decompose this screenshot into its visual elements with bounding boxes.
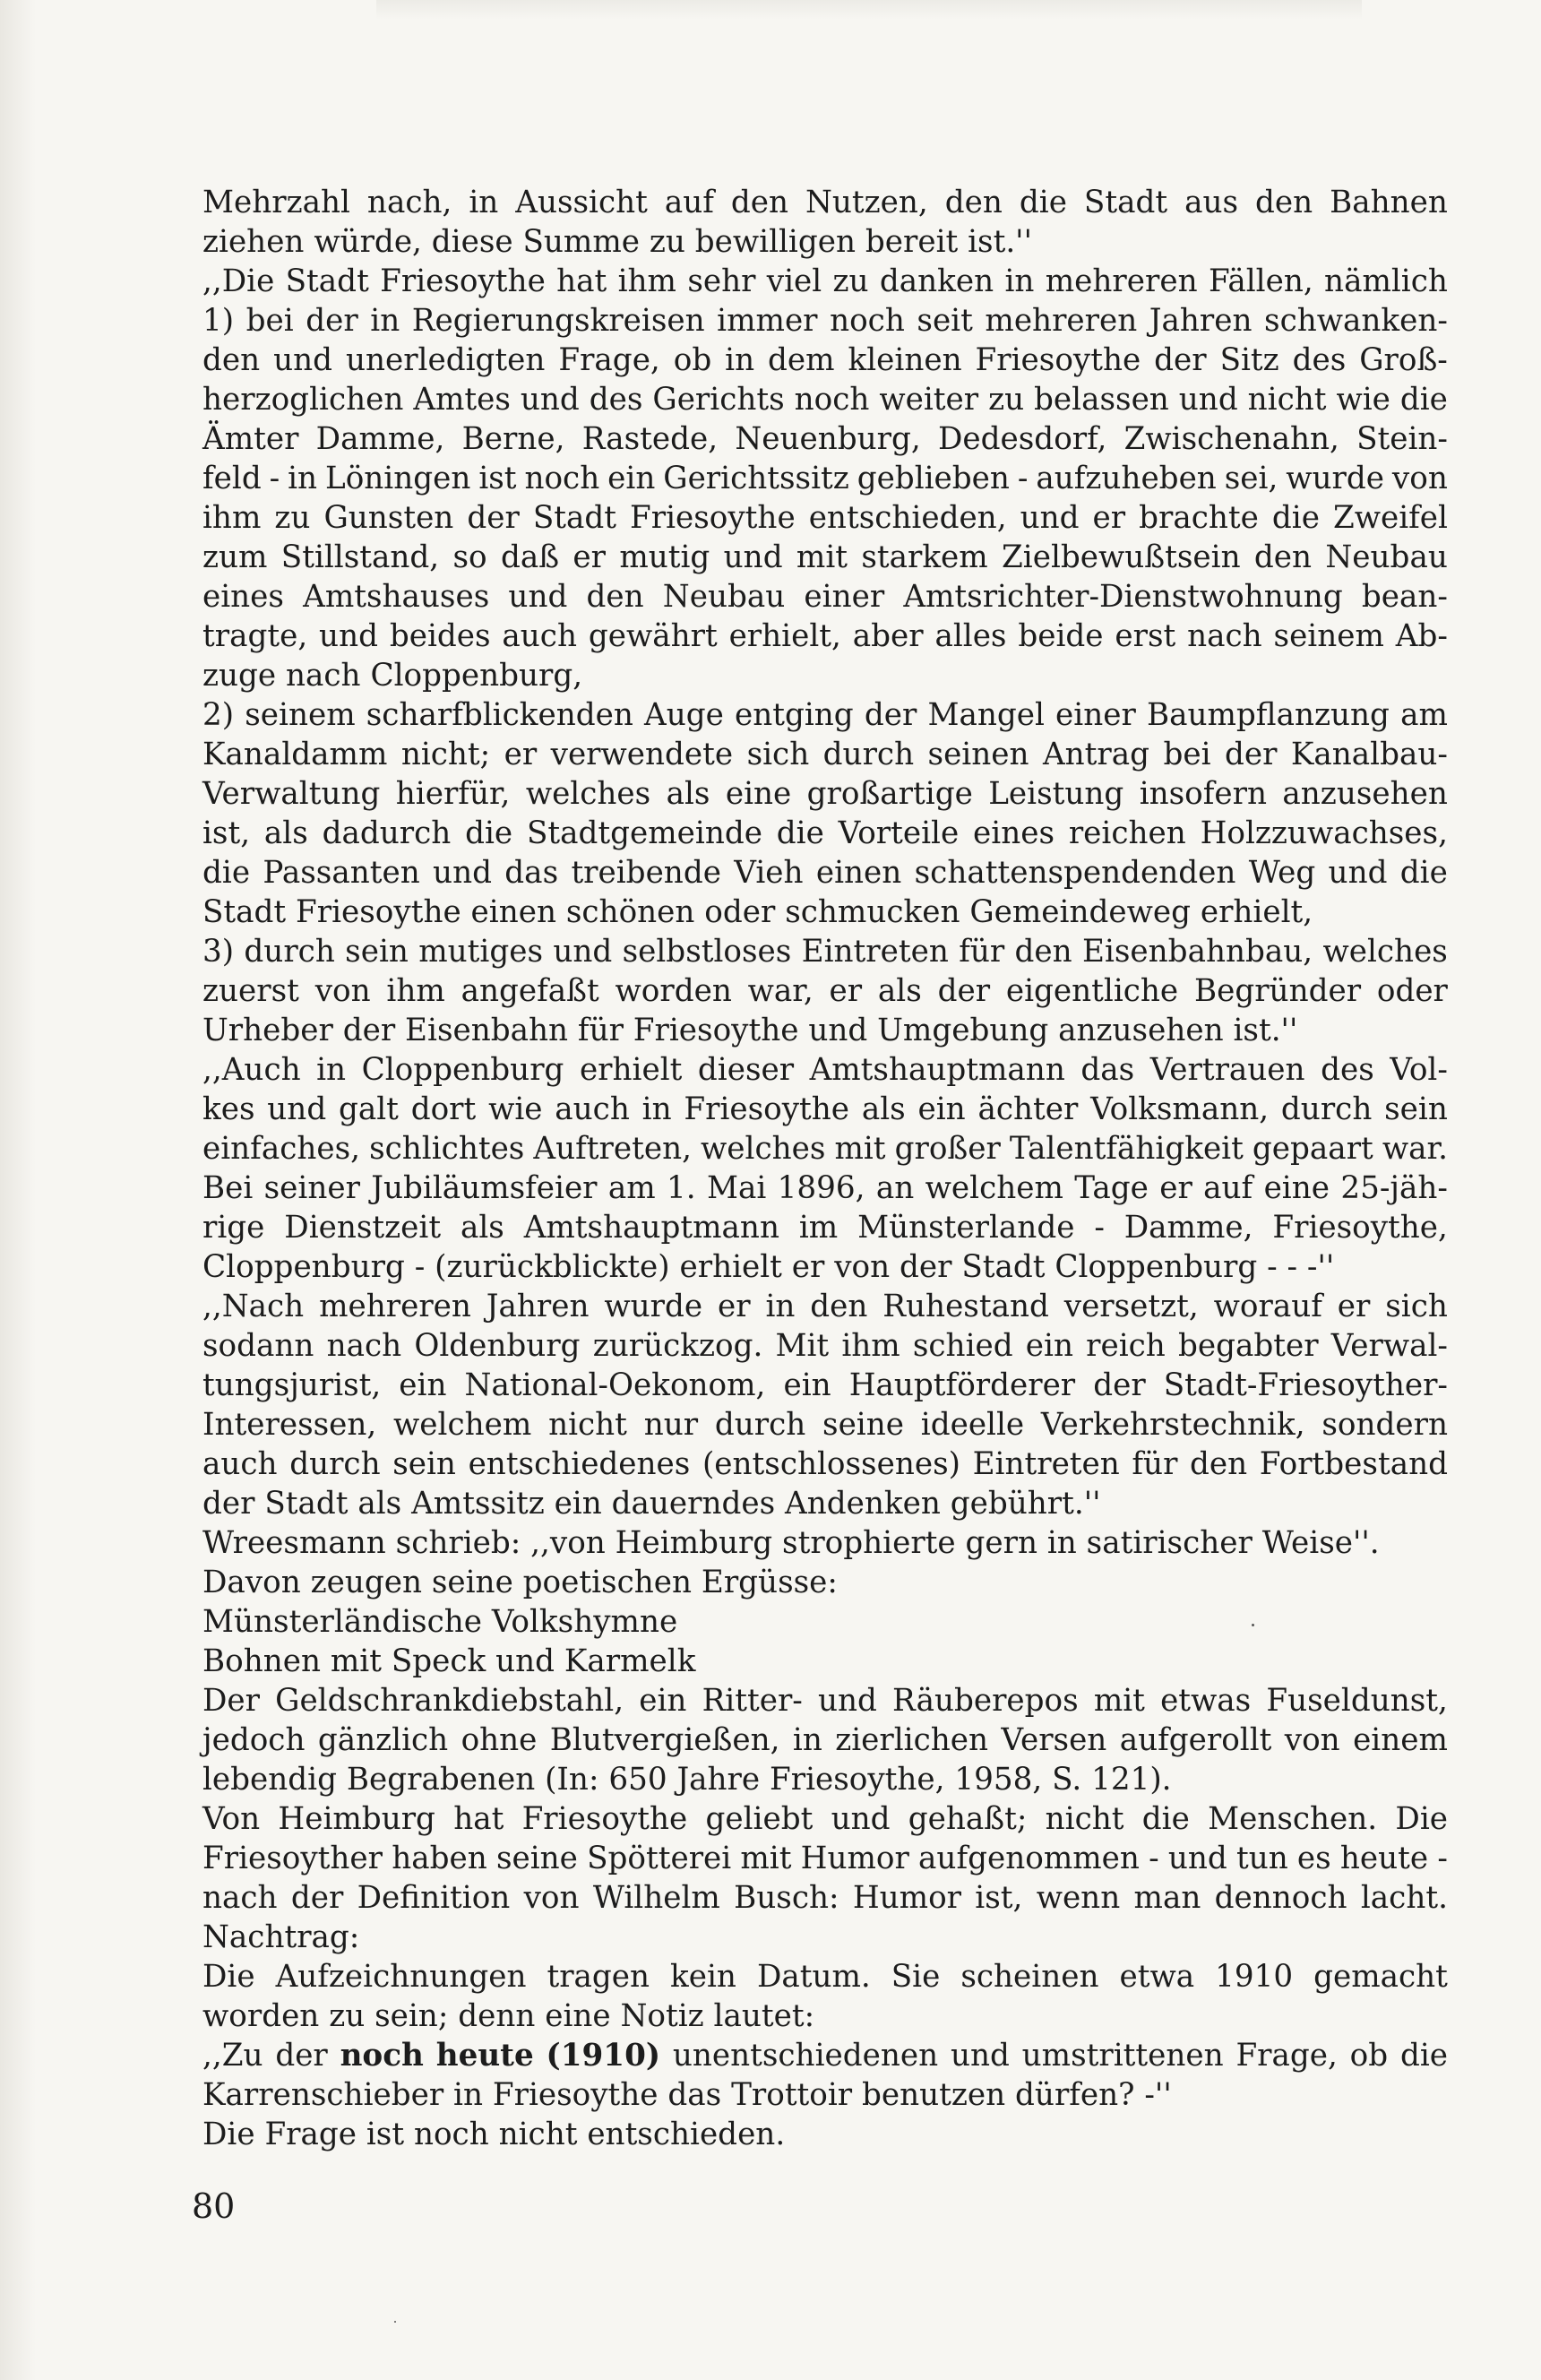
text-line: tragte, und beides auch gewährt erhielt, aber alles beide erst nach seinem Ab- [202,618,1448,654]
text-line: ziehen würde, diese Summe zu bewilligen bereit ist.'' [202,224,1032,260]
text-line: Friesoyther haben seine Spötterei mit Humor aufgenommen - und tun es heute - [202,1841,1448,1876]
body-text [202,183,1448,2154]
text-line: Von Heimburg hat Friesoythe geliebt und gehaßt; nicht die Menschen. Die [202,1801,1448,1837]
text-line: ,,Die Stadt Friesoythe hat ihm sehr viel zu danken in mehreren Fällen, nämlich [202,263,1448,299]
binding-gutter-shadow [0,0,36,2380]
text-line: Bohnen mit Speck und Karmelk [202,1643,696,1679]
text-line: 2) seinem scharfblickenden Auge entging der Mangel einer Baumpflanzung am [202,697,1448,733]
text-line: Cloppenburg - (zurückblickte) erhielt er von der Stadt Cloppenburg - - -'' [202,1249,1335,1285]
text-line: Verwaltung hierfür, welches als eine großartige Leistung insofern anzusehen [202,776,1448,812]
text-line: nach der Definition von Wilhelm Busch: Humor ist, wenn man dennoch lacht. [202,1880,1448,1916]
text-line: kes und galt dort wie auch in Friesoythe als ein ächter Volksmann, durch sein [202,1091,1448,1127]
text-line: Mehrzahl nach, in Aussicht auf den Nutzen, den die Stadt aus den Bahnen [202,185,1448,220]
text-line: eines Amtshauses und den Neubau einer Amtsrichter-Dienstwohnung bean- [202,579,1448,615]
text-line: jedoch gänzlich ohne Blutvergießen, in zierlichen Versen aufgerollt von einem [202,1722,1448,1758]
text-line: zuerst von ihm angefaßt worden war, er als der eigentliche Begründer oder [202,973,1448,1009]
text-line: der Stadt als Amtssitz ein dauerndes Andenken gebührt.'' [202,1486,1101,1522]
text-line: die Passanten und das treibende Vieh einen schattenspendenden Weg und die [202,855,1448,891]
text-line: ihm zu Gunsten der Stadt Friesoythe entschieden, und er brachte die Zweifel [202,500,1448,536]
text-line: ,,Auch in Cloppenburg erhielt dieser Amtshauptmann das Vertrauen des Vol- [202,1052,1448,1088]
scan-speck [1252,1624,1254,1626]
page-number: 80 [192,2186,236,2226]
text-line: Wreesmann schrieb: ,,von Heimburg strophierte gern in satirischer Weise''. [202,1525,1380,1561]
text-line: tungsjurist, ein National-Oekonom, ein Hauptförderer der Stadt-Friesoyther- [202,1367,1448,1403]
text-line: lebendig Begrabenen (In: 650 Jahre Friesoythe, 1958, S. 121). [202,1762,1172,1798]
scan-edge-shading [376,0,1362,20]
text-line: zum Stillstand, so daß er mutig und mit starkem Zielbewußtsein den Neubau [202,539,1448,575]
text-line: Urheber der Eisenbahn für Friesoythe und Umgebung anzusehen ist.'' [202,1013,1298,1048]
text-line: Münsterländische Volkshymne [202,1604,678,1640]
text-line: Nachtrag: [202,1919,360,1955]
text-line: Stadt Friesoythe einen schönen oder schmucken Gemeindeweg erhielt, [202,894,1313,930]
text-line: ,,Nach mehreren Jahren wurde er in den Ruhestand versetzt, worauf er sich [202,1289,1448,1324]
text-line: Der Geldschrankdiebstahl, ein Ritter- und Räuberepos mit etwas Fuseldunst, [202,1683,1448,1719]
text-line: Davon zeugen seine poetischen Ergüsse: [202,1565,838,1600]
text-line: sodann nach Oldenburg zurückzog. Mit ihm schied ein reich begabter Verwal- [202,1328,1448,1364]
text-line: Die Frage ist noch nicht entschieden. [202,2117,786,2152]
text-line: ist, als dadurch die Stadtgemeinde die Vorteile eines reichen Holzzuwachses, [202,815,1448,851]
text-line: Die Aufzeichnungen tragen kein Datum. Sie scheinen etwa 1910 gemacht [202,1959,1448,1995]
text-line: worden zu sein; denn eine Notiz lautet: [202,1998,815,2034]
text-line: 3) durch sein mutiges und selbstloses Eintreten für den Eisenbahnbau, welches [202,934,1448,970]
scan-speck [394,2321,396,2323]
text-line: den und unerledigten Frage, ob in dem kleinen Friesoythe der Sitz des Groß- [202,342,1448,378]
text-line: Kanaldamm nicht; er verwendete sich durch seinen Antrag bei der Kanalbau- [202,737,1448,772]
text-line: ,,Zu der noch heute (1910) unentschiedenen und umstrittenen Frage, ob die [202,2038,1448,2074]
text-line: 1) bei der in Regierungskreisen immer noch seit mehreren Jahren schwanken- [202,303,1448,339]
text-line: zuge nach Cloppenburg, [202,658,583,694]
text-line: auch durch sein entschiedenes (entschlossenes) Eintreten für den Fortbestand [202,1446,1448,1482]
text-line: feld - in Löningen ist noch ein Gerichtssitz geblieben - aufzuheben sei, wurde von [202,461,1448,496]
text-line: Bei seiner Jubiläumsfeier am 1. Mai 1896, an welchem Tage er auf eine 25-jäh- [202,1170,1448,1206]
text-line: Interessen, welchem nicht nur durch seine ideelle Verkehrstechnik, sondern [202,1407,1448,1443]
text-line: Ämter Damme, Berne, Rastede, Neuenburg, Dedesdorf, Zwischenahn, Stein- [202,421,1448,457]
text-line: einfaches, schlichtes Auftreten, welches mit großer Talentfähigkeit gepaart war. [202,1131,1448,1167]
text-line: Karrenschieber in Friesoythe das Trottoir benutzen dürfen? -'' [202,2077,1172,2113]
text-line: rige Dienstzeit als Amtshauptmann im Münsterlande - Damme, Friesoythe, [202,1210,1448,1246]
text-line: herzoglichen Amtes und des Gerichts noch weiter zu belassen und nicht wie die [202,382,1448,418]
